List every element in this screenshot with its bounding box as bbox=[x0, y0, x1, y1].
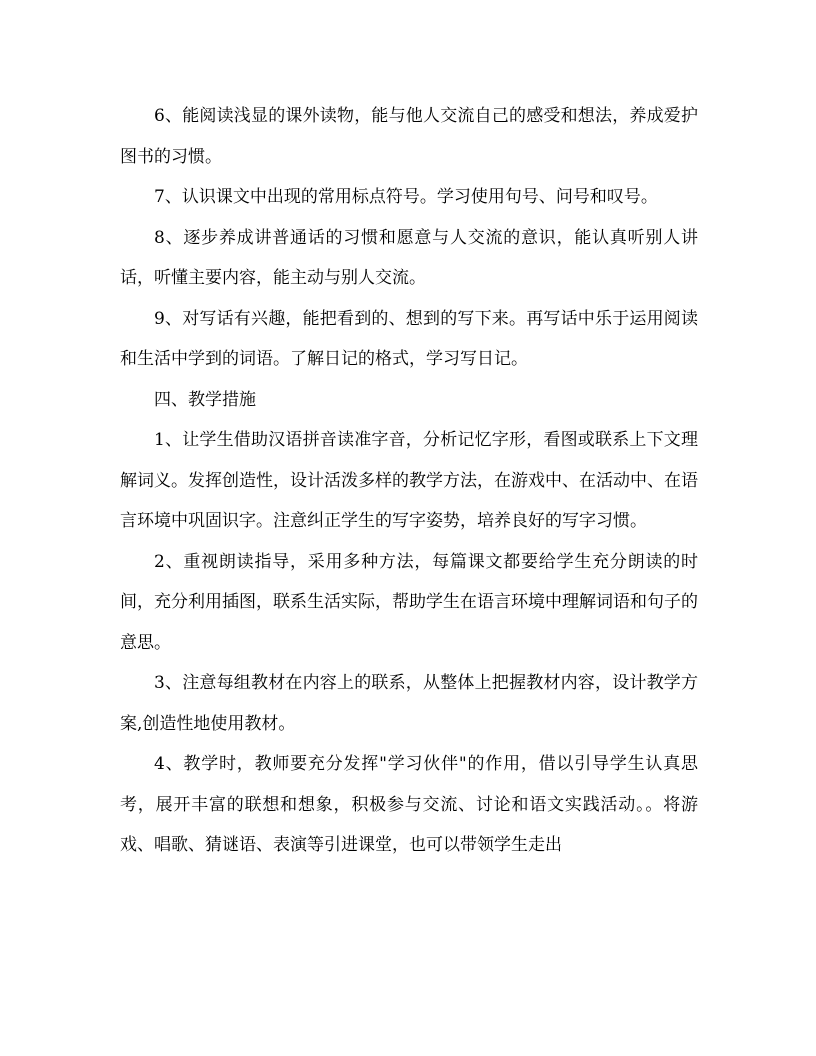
measure-item-1: 1、让学生借助汉语拼音读准字音，分析记忆字形，看图或联系上下文理解词义。发挥创造性，设计活泼多样的教学方法，在游戏中、在活动中、在语言环境中巩固识字。注意纠正学生的写字姿势，培养良好的写字习惯。 bbox=[120, 430, 698, 531]
measure-item-4: 4、教学时，教师要充分发挥"学习伙伴"的作用，借以引导学生认真思考，展开丰富的联想和想象，积极参与交流、讨论和语文实践活动。。将游戏、唱歌、猜谜语、表演等引进课堂，也可以带领学生走出 bbox=[120, 754, 698, 855]
measure-item-3: 3、注意每组教材在内容上的联系，从整体上把握教材内容，设计教学方案,创造性地使用教材。 bbox=[120, 673, 698, 734]
goal-item-9: 9、对写话有兴趣，能把看到的、想到的写下来。再写话中乐于运用阅读和生活中学到的词语。了解日记的格式，学习写日记。 bbox=[120, 308, 698, 369]
goal-item-6: 6、能阅读浅显的课外读物，能与他人交流自己的感受和想法，养成爱护图书的习惯。 bbox=[120, 106, 698, 167]
measure-item-2: 2、重视朗读指导，采用多种方法，每篇课文都要给学生充分朗读的时间，充分利用插图，联系生活实际，帮助学生在语言环境中理解词语和句子的意思。 bbox=[120, 551, 698, 653]
document-body bbox=[120, 96, 698, 866]
goal-item-7: 7、认识课文中出现的常用标点符号。学习使用句号、问号和叹号。 bbox=[154, 187, 658, 207]
goal-item-8: 8、逐步养成讲普通话的习惯和愿意与人交流的意识，能认真听别人讲话，听懂主要内容，能主动与别人交流。 bbox=[120, 227, 698, 288]
section-heading-teaching-measures: 四、教学措施 bbox=[154, 389, 256, 410]
